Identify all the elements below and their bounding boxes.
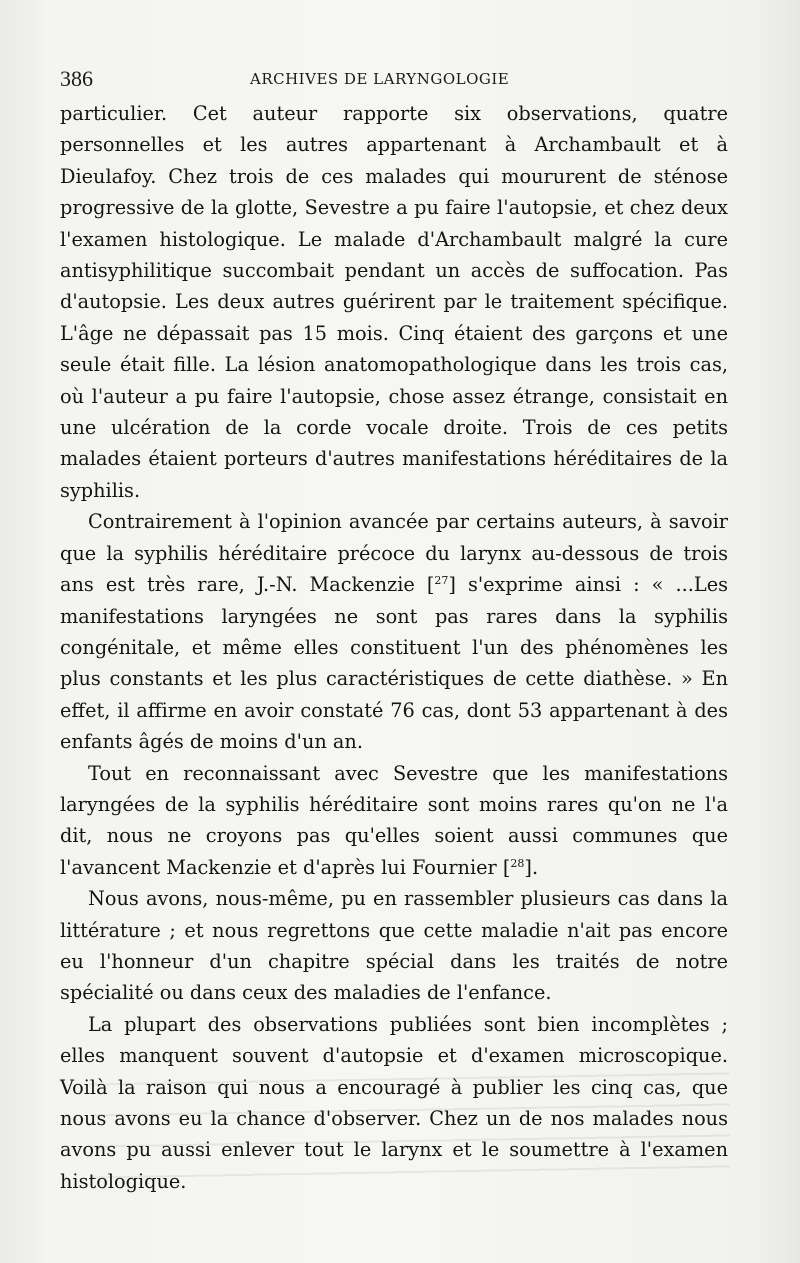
paragraph-3-text-a: Tout en reconnaissant avec Sevestre que les manifestations laryngées de la syphilis héréditaire sont moins rares qu'on ne l'a dit, nous ne croyons pas qu'elles soient aussi communes que l'avancent Mackenzie et d'après lui Fournier [: [60, 761, 728, 879]
reference-28: 28: [510, 856, 525, 870]
paragraph-2-text-b: ] s'exprime ainsi : « ...Les manifestations laryngées ne sont pas rares dans la syphilis congénitale, et même elles constituent l'un des phénomènes les plus constants et les plus caractéristiques de cette diathèse. » En effet, il affirme en avoir constaté 76 cas, dont 53 appartenant à des enfants âgés de moins d'un an.: [60, 573, 728, 754]
reference-27: 27: [434, 574, 449, 588]
body-text: [60, 98, 728, 1197]
running-head: ARCHIVES DE LARYNGOLOGIE: [250, 70, 510, 88]
paragraph-3: [60, 758, 728, 884]
page-number: 386: [60, 66, 93, 91]
paragraph-4: Nous avons, nous-même, pu en rassembler plusieurs cas dans la littérature ; et nous regrettons que cette maladie n'ait pas encore eu l'honneur d'un chapitre spécial dans les traités de notre spécialité ou dans ceux des maladies de l'enfance.: [60, 887, 728, 1005]
paragraph-1: particulier. Cet auteur rapporte six observations, quatre personnelles et les autres appartenant à Archambault et à Dieulafoy. Chez trois de ces malades qui moururent de sténose progressive de la glotte, Sevestre a pu faire l'autopsie, et chez deux l'examen histologique. Le malade d'Archambault malgré la cure antisyphilitique succombait pendant un accès de suffocation. Pas d'autopsie. Les deux autres guérirent par le traitement spécifique. L'âge ne dépassait pas 15 mois. Cinq étaient des garçons et une seule était fille. La lésion anatomopathologique dans les trois cas, où l'auteur a pu faire l'autopsie, chose assez étrange, consistait en une ulcération de la corde vocale droite. Trois de ces petits malades étaient porteurs d'autres manifestations héréditaires de la syphilis.: [60, 102, 728, 502]
paragraph-2-text-a: Contrairement à l'opinion avancée par certains auteurs, à savoir que la syphilis héréditaire précoce du larynx au-dessous de trois ans est très rare, J.-N. Mackenzie [: [60, 510, 728, 597]
page-header: [60, 66, 740, 100]
paragraph-5: La plupart des observations publiées sont bien incomplètes ; elles manquent souvent d'autopsie et d'examen microscopique. Voilà la raison qui nous a encouragé à publier les cinq cas, que nous avons eu la chance d'observer. Chez un de nos malades nous avons pu aussi enlever tout le larynx et le soumettre à l'examen histologique.: [60, 1012, 728, 1193]
paragraph-3-text-b: ].: [524, 855, 539, 879]
paragraph-2: [60, 506, 728, 757]
